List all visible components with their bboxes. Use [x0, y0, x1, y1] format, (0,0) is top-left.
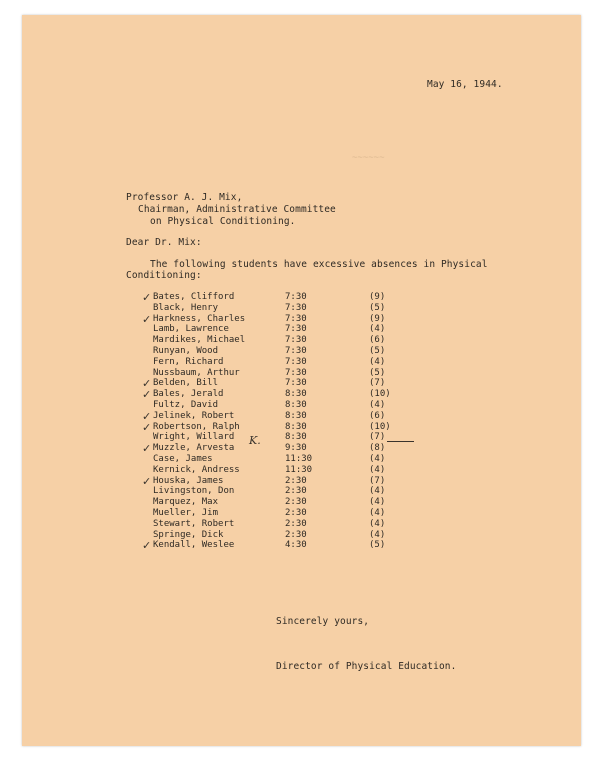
- student-row: [153, 486, 433, 497]
- student-time: 7:30: [285, 346, 307, 356]
- student-name: Runyan, Wood: [153, 346, 219, 356]
- student-absences: (10): [369, 389, 391, 400]
- letter-page: [22, 15, 581, 746]
- student-row: [153, 465, 433, 476]
- student-name: Fultz, David: [153, 400, 219, 410]
- student-row: [142, 312, 433, 326]
- checkmark-icon: ✓: [142, 420, 152, 434]
- student-row: [153, 335, 433, 346]
- student-name: Mardikes, Michael: [153, 335, 246, 346]
- student-row: [153, 519, 433, 530]
- student-absences: (7): [369, 475, 386, 486]
- student-name: Nussbaum, Arthur: [153, 367, 240, 378]
- student-absences: (6): [369, 335, 386, 346]
- letter-date: May 16, 1944.: [427, 79, 503, 90]
- student-name: Bates, Clifford: [153, 292, 235, 302]
- student-absences: (8): [369, 443, 386, 454]
- student-time: 8:30: [285, 432, 307, 443]
- student-row: [142, 388, 433, 402]
- student-name: Case, James: [153, 454, 213, 464]
- student-time: 4:30: [285, 540, 307, 551]
- student-name: Lamb, Lawrence: [153, 324, 229, 335]
- student-absences: (4): [369, 400, 386, 410]
- student-row: [142, 539, 433, 553]
- student-name: Fern, Richard: [153, 356, 224, 367]
- student-time: 2:30: [285, 475, 307, 486]
- recipient-line-3: on Physical Conditioning.: [150, 216, 296, 227]
- student-absences: (4): [369, 324, 386, 335]
- student-time: 7:30: [285, 335, 307, 346]
- salutation: Dear Dr. Mix:: [126, 237, 202, 248]
- body-line-2: Conditioning:: [126, 270, 202, 281]
- student-absences: (5): [369, 302, 386, 313]
- student-time: 9:30: [285, 443, 307, 454]
- student-row: [142, 420, 433, 434]
- student-absences: (4): [369, 508, 386, 518]
- handwritten-mark: K.: [249, 434, 261, 447]
- student-absences: (7): [369, 432, 386, 443]
- checkmark-icon: ✓: [142, 388, 152, 402]
- student-row: [153, 530, 433, 541]
- student-row: [153, 346, 433, 357]
- checkmark-icon: ✓: [142, 312, 152, 326]
- student-name: Robertson, Ralph: [153, 421, 240, 432]
- recipient-line-1: Professor A. J. Mix,: [126, 192, 243, 203]
- student-absences: (9): [369, 292, 386, 302]
- checkmark-icon: ✓: [142, 291, 152, 304]
- student-name: Kendall, Weslee: [153, 540, 235, 551]
- student-absences: (4): [369, 529, 386, 540]
- student-name: Jelinek, Robert: [153, 410, 235, 421]
- student-time: 2:30: [285, 486, 307, 497]
- checkmark-icon: ✓: [142, 474, 152, 488]
- student-time: 11:30: [285, 454, 313, 464]
- body-line-1: The following students have excessive absences in Physical: [150, 259, 488, 270]
- student-time: 2:30: [285, 508, 307, 518]
- student-row: [153, 324, 433, 335]
- student-absences: (4): [369, 356, 386, 367]
- student-name: Wright, Willard: [153, 432, 235, 443]
- student-time: 7:30: [285, 324, 307, 335]
- student-name: Kernick, Andress: [153, 464, 240, 475]
- student-row: [142, 474, 433, 488]
- student-name: Houska, James: [153, 475, 224, 486]
- checkmark-icon: ✓: [142, 409, 152, 423]
- student-absences: (5): [369, 346, 386, 356]
- student-absences: (10): [369, 421, 391, 432]
- student-row: [153, 508, 433, 519]
- student-time: 8:30: [285, 410, 307, 421]
- student-list: [142, 291, 433, 562]
- student-time: 7:30: [285, 313, 307, 324]
- checkmark-icon: ✓: [142, 539, 152, 553]
- student-name: Mueller, Jim: [153, 508, 219, 518]
- student-name: Harkness, Charles: [153, 313, 246, 324]
- student-name: Bales, Jerald: [153, 389, 224, 400]
- checkmark-icon: ✓: [142, 377, 152, 391]
- student-absences: (4): [369, 497, 386, 508]
- student-absences: (4): [369, 454, 386, 464]
- student-name: Belden, Bill: [153, 378, 219, 389]
- signature-title: Director of Physical Education.: [276, 661, 457, 672]
- student-absences: (5): [369, 367, 386, 378]
- student-absences: (4): [369, 464, 386, 475]
- student-row: [153, 400, 433, 411]
- student-row: [142, 377, 433, 391]
- student-time: 8:30: [285, 389, 307, 400]
- student-row: [142, 442, 433, 456]
- student-name: Muzzle, Arvesta: [153, 443, 235, 454]
- student-row: [153, 454, 433, 465]
- student-time: 7:30: [285, 302, 307, 313]
- handwritten-dash: [387, 441, 414, 442]
- student-row: [153, 368, 433, 379]
- closing: Sincerely yours,: [276, 616, 370, 627]
- student-row: [142, 409, 433, 423]
- student-time: 7:30: [285, 367, 307, 378]
- student-time: 7:30: [285, 378, 307, 389]
- recipient-line-2: Chairman, Administrative Committee: [138, 204, 336, 215]
- student-row: [142, 291, 433, 304]
- faded-stamp: ~~~~~~: [352, 153, 385, 163]
- student-absences: (9): [369, 313, 386, 324]
- student-name: Marquez, Max: [153, 497, 219, 508]
- student-time: 8:30: [285, 400, 307, 410]
- student-absences: (4): [369, 518, 386, 529]
- student-row: [153, 357, 433, 368]
- checkmark-icon: ✓: [142, 442, 152, 456]
- student-time: 11:30: [285, 464, 313, 475]
- student-absences: (5): [369, 540, 386, 551]
- student-absences: (6): [369, 410, 386, 421]
- student-time: 7:30: [285, 292, 307, 302]
- student-name: Livingston, Don: [153, 486, 235, 497]
- student-name: Springe, Dick: [153, 529, 224, 540]
- student-name: Stewart, Robert: [153, 518, 235, 529]
- student-time: 2:30: [285, 529, 307, 540]
- student-absences: (7): [369, 378, 386, 389]
- student-row: [153, 497, 433, 508]
- student-name: Black, Henry: [153, 302, 219, 313]
- student-time: 2:30: [285, 518, 307, 529]
- student-time: 7:30: [285, 356, 307, 367]
- student-time: 2:30: [285, 497, 307, 508]
- student-time: 8:30: [285, 421, 307, 432]
- student-absences: (4): [369, 486, 386, 497]
- student-row: [153, 303, 433, 314]
